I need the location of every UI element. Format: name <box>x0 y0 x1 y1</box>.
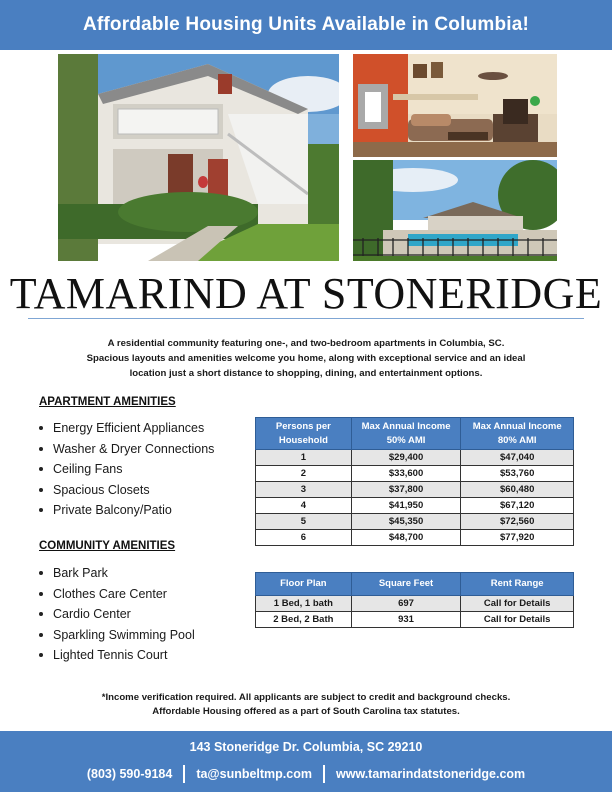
table-row <box>256 530 574 546</box>
bullet-icon <box>39 508 43 512</box>
list-item <box>39 563 195 584</box>
table-header-row <box>256 418 574 450</box>
intro-line: location just a short distance to shopping, dining, and entertainment options. <box>129 368 483 379</box>
table-cell: Call for Details <box>461 612 574 628</box>
table-row <box>256 596 574 612</box>
column-header: Max Annual Income 80% AMI <box>461 418 574 450</box>
apartment-amenities-list <box>39 418 214 521</box>
swimming-pool-photo <box>353 160 557 261</box>
table-cell: 3 <box>256 482 352 498</box>
list-item <box>39 439 214 460</box>
contact-line <box>0 765 612 783</box>
floor-plan-table <box>255 572 574 628</box>
living-room-photo <box>353 54 557 157</box>
community-amenities-heading: COMMUNITY AMENITIES <box>39 540 176 552</box>
title-divider <box>28 318 584 319</box>
banner-headline: Affordable Housing Units Available in Columbia! <box>82 14 530 35</box>
table-cell: 2 Bed, 2 Bath <box>256 612 352 628</box>
community-amenities-list <box>39 563 195 666</box>
column-header: Square Feet <box>351 573 461 596</box>
table-cell: $67,120 <box>461 498 574 514</box>
list-item <box>39 500 214 521</box>
table-cell: 4 <box>256 498 352 514</box>
bullet-icon <box>39 612 43 616</box>
table-cell: $48,700 <box>351 530 461 546</box>
table-row <box>256 612 574 628</box>
column-header: Rent Range <box>461 573 574 596</box>
table-cell: 1 <box>256 450 352 466</box>
table-row <box>256 450 574 466</box>
building-exterior-photo <box>58 54 339 261</box>
table-cell: $60,480 <box>461 482 574 498</box>
bullet-icon <box>39 592 43 596</box>
amenity-label: Washer & Dryer Connections <box>53 441 215 456</box>
website-link[interactable]: www.tamarindatstoneridge.com <box>336 767 526 781</box>
table-cell: $77,920 <box>461 530 574 546</box>
table-cell: 1 Bed, 1 bath <box>256 596 352 612</box>
disclaimer-line: *Income verification required. All applicants are subject to credit and background checks. <box>101 692 511 703</box>
table-cell: 2 <box>256 466 352 482</box>
table-row <box>256 514 574 530</box>
intro-line: A residential community featuring one-, and two-bedroom apartments in Columbia, SC. <box>107 338 505 349</box>
address: 143 Stoneridge Dr. Columbia, SC 29210 <box>189 740 423 754</box>
table-row <box>256 498 574 514</box>
list-item <box>39 480 214 501</box>
table-cell: 6 <box>256 530 352 546</box>
column-header: Persons per Household <box>256 418 352 450</box>
amenity-label: Clothes Care Center <box>53 586 167 601</box>
disclaimer <box>60 691 552 719</box>
table-cell: $33,600 <box>351 466 461 482</box>
email-link[interactable]: ta@sunbeltmp.com <box>196 767 312 781</box>
table-cell: Call for Details <box>461 596 574 612</box>
list-item <box>39 645 195 666</box>
amenity-label: Spacious Closets <box>53 482 150 497</box>
income-limits-table <box>255 417 574 546</box>
table-header-row <box>256 573 574 596</box>
separator <box>183 765 185 783</box>
bullet-icon <box>39 633 43 637</box>
table-row <box>256 466 574 482</box>
intro-line: Spacious layouts and amenities welcome you home, along with exceptional service and an ideal <box>86 353 526 364</box>
table-cell: $41,950 <box>351 498 461 514</box>
table-cell: $47,040 <box>461 450 574 466</box>
phone-number[interactable]: (803) 590-9184 <box>86 767 173 781</box>
bullet-icon <box>39 653 43 657</box>
amenity-label: Ceiling Fans <box>53 462 123 476</box>
list-item <box>39 604 195 625</box>
list-item <box>39 459 214 480</box>
amenity-label: Private Balcony/Patio <box>53 503 172 517</box>
table-cell: $72,560 <box>461 514 574 530</box>
amenity-label: Lighted Tennis Court <box>53 648 168 662</box>
column-header: Floor Plan <box>256 573 352 596</box>
table-row <box>256 482 574 498</box>
table-cell: $37,800 <box>351 482 461 498</box>
property-name: TAMARIND AT STONERIDGE <box>9 269 603 318</box>
list-item <box>39 418 214 439</box>
list-item <box>39 584 195 605</box>
footer-banner <box>0 731 612 792</box>
bullet-icon <box>39 571 43 575</box>
table-cell: 697 <box>351 596 461 612</box>
table-cell: 5 <box>256 514 352 530</box>
list-item <box>39 625 195 646</box>
separator <box>323 765 325 783</box>
table-cell: $29,400 <box>351 450 461 466</box>
table-cell: 931 <box>351 612 461 628</box>
bullet-icon <box>39 426 43 430</box>
bullet-icon <box>39 488 43 492</box>
table-cell: $53,760 <box>461 466 574 482</box>
amenity-label: Bark Park <box>53 566 108 580</box>
amenity-label: Cardio Center <box>53 607 131 621</box>
top-banner <box>0 0 612 50</box>
column-header: Max Annual Income 50% AMI <box>351 418 461 450</box>
intro-paragraph <box>60 336 552 381</box>
amenity-label: Energy Efficient Appliances <box>53 421 205 435</box>
disclaimer-line: Affordable Housing offered as a part of South Carolina tax statutes. <box>152 706 460 717</box>
bullet-icon <box>39 467 43 471</box>
bullet-icon <box>39 447 43 451</box>
table-cell: $45,350 <box>351 514 461 530</box>
amenity-label: Sparkling Swimming Pool <box>53 627 195 642</box>
apartment-amenities-heading: APARTMENT AMENITIES <box>39 396 176 408</box>
